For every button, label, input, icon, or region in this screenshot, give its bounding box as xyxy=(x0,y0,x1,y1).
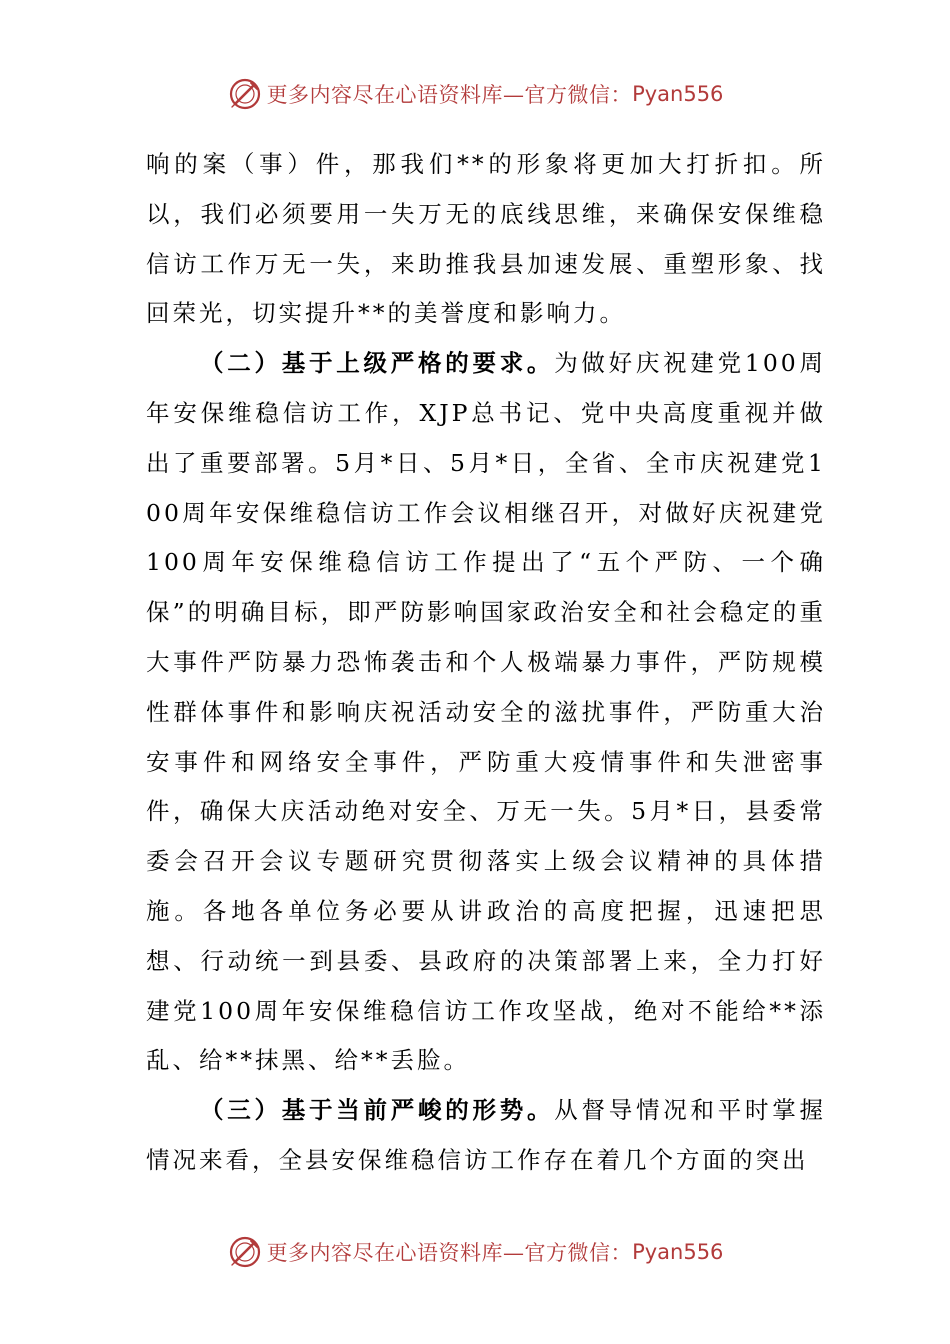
section-heading-2: （二）基于上级严格的要求。 xyxy=(200,349,555,378)
stamp-logo-icon xyxy=(227,1234,263,1270)
watermark-wechat-id: Pyan556 xyxy=(632,1240,724,1264)
watermark-footer xyxy=(0,1230,950,1274)
stamp-logo-icon xyxy=(227,76,263,112)
paragraph-2 xyxy=(146,339,826,1086)
watermark-text: 更多内容尽在心语资料库—官方微信： xyxy=(266,1241,633,1265)
document-body xyxy=(146,140,826,1186)
paragraph-1-body: 响的案（事）件，那我们**的形象将更加大打折扣。所以，我们必须要用一失万无的底线思维，来确保安保维稳信访工作万无一失，来助推我县加速发展、重塑形象、找回荣光，切实提升**的美誉度和影响力。 xyxy=(146,150,826,328)
watermark-header xyxy=(0,72,950,116)
paragraph-1 xyxy=(146,140,826,339)
watermark-text: 更多内容尽在心语资料库—官方微信： xyxy=(266,83,633,107)
watermark-wechat-id: Pyan556 xyxy=(632,82,724,106)
paragraph-3 xyxy=(146,1086,826,1186)
section-heading-3: （三）基于当前严峻的形势。 xyxy=(200,1096,555,1125)
paragraph-2-body: 为做好庆祝建党100周年安保维稳信访工作，XJP总书记、党中央高度重视并做出了重要部署。5月*日、5月*日，全省、全市庆祝建党100周年安保维稳信访工作会议相继召开，对做好庆祝建党100周年安保维稳信访工作提出了“五个严防、一个确保”的明确目标，即严防影响国家政治安全和社会稳定的重大事件严防暴力恐怖袭击和个人极端暴力事件，严防规模性群体事件和影响庆祝活动安全的滋扰事件，严防重大治安事件和网络安全事件，严防重大疫情事件和失泄密事件，确保大庆活动绝对安全、万无一失。5月*日，县委常委会召开会议专题研究贯彻落实上级会议精神的具体措施。各地各单位务必要从讲政治的高度把握，迅速把思想、行动统一到县委、县政府的决策部署上来，全力打好建党100周年安保维稳信访工作攻坚战，绝对不能给**添乱、给**抹黑、给**丢脸。 xyxy=(146,349,826,1075)
paragraph-3-body: 从督导情况和平时掌握情况来看，全县安保维稳信访工作存在着几个方面的突出 xyxy=(146,1096,826,1174)
